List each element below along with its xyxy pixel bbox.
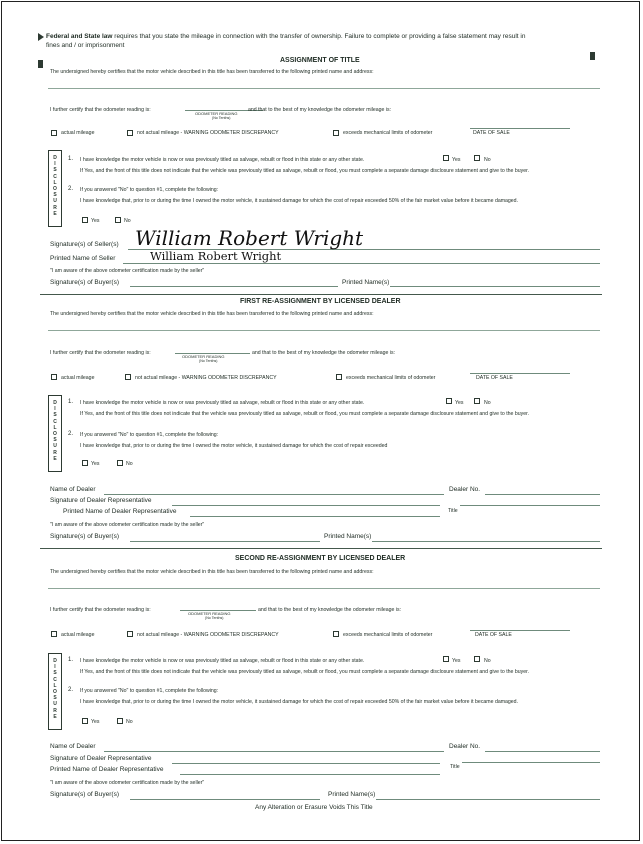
q1-no-label: No xyxy=(484,400,491,406)
buyer-signature-field[interactable] xyxy=(130,799,320,800)
question-1-text: I have knowledge the motor vehicle is now or was previously titled as salvage, rebuilt or flood in this state or any other state. xyxy=(80,658,365,664)
odometer-subcaption: (No Tenths) xyxy=(212,116,231,120)
question-number-2: 2. xyxy=(68,687,74,693)
actual-mileage-checkbox[interactable] xyxy=(51,130,57,136)
dealer-name-label: Name of Dealer xyxy=(50,486,96,493)
section-title-first: FIRST RE-ASSIGNMENT BY LICENSED DEALER xyxy=(240,298,401,305)
odometer-caption: ODOMETER READING xyxy=(182,354,225,359)
buyer-signature-label: Signature(s) of Buyer(s) xyxy=(50,279,119,286)
odometer-caption: ODOMETER READING xyxy=(195,111,238,116)
buyer-signature-label: Signature(s) of Buyer(s) xyxy=(50,533,119,540)
disclosure-sidebar: D I S C L O S U R E xyxy=(48,395,62,472)
section-divider xyxy=(40,548,602,549)
not-actual-mileage-label: not actual mileage - WARNING ODOMETER DISCREPANCY xyxy=(137,632,279,638)
disclosure-sidebar: D I S C L O S U R E xyxy=(48,150,62,227)
buyer-printed-field[interactable] xyxy=(390,286,600,287)
not-actual-mileage-checkbox[interactable] xyxy=(127,631,133,637)
buyer-printed-label: Printed Name(s) xyxy=(328,791,376,798)
q2-yes-label: Yes xyxy=(91,719,100,725)
dealer-rep-printed-field[interactable] xyxy=(180,774,440,775)
dealer-no-label: Dealer No. xyxy=(449,743,481,750)
question-2-detail: I have knowledge that, prior to or during the time I owned the motor vehicle, it sustained damage for which the cost of repair exceeded 50% of the fair market value before it became damaged. xyxy=(80,198,519,204)
legal-notice-line2: fines and / or imprisonment xyxy=(46,42,125,49)
odometer-prefix: I further certify that the odometer reading is: xyxy=(50,107,151,113)
question-2-text: If you answered "No" to question #1, complete the following: xyxy=(80,432,219,438)
question-1-text: I have knowledge the motor vehicle is now or was previously titled as salvage, rebuilt or flood in this state or any other state. xyxy=(80,400,365,406)
section-divider xyxy=(40,294,602,295)
odometer-prefix: I further certify that the odometer reading is: xyxy=(50,350,151,356)
arrow-marker-icon xyxy=(38,33,44,41)
not-actual-mileage-label: not actual mileage - WARNING ODOMETER DISCREPANCY xyxy=(137,130,279,136)
aware-statement: "I am aware of the above odometer certification made by the seller" xyxy=(50,780,205,786)
aware-statement: "I am aware of the above odometer certification made by the seller" xyxy=(50,522,205,528)
date-of-sale-field[interactable] xyxy=(470,373,570,374)
q2-no-label: No xyxy=(126,719,133,725)
dealer-rep-signature-label: Signature of Dealer Representative xyxy=(50,497,152,504)
odometer-suffix: and that to the best of my knowledge the odometer mileage is: xyxy=(252,350,396,356)
q1-no-label: No xyxy=(484,658,491,664)
q2-yes-checkbox[interactable] xyxy=(82,460,88,466)
dealer-no-label: Dealer No. xyxy=(449,486,481,493)
dealer-rep-printed-label: Printed Name of Dealer Representative xyxy=(50,766,164,773)
date-of-sale-field[interactable] xyxy=(470,128,570,129)
dealer-no-field[interactable] xyxy=(485,494,600,495)
buyer-printed-label: Printed Name(s) xyxy=(324,533,372,540)
printed-seller-label: Printed Name of Seller xyxy=(50,255,116,262)
question-2-text: If you answered "No" to question #1, complete the following: xyxy=(80,187,219,193)
certify-transfer-text: The undersigned hereby certifies that the motor vehicle described in this title has been transferred to the following printed name and address: xyxy=(50,69,374,75)
dealer-rep-title-field[interactable] xyxy=(462,762,600,763)
buyer-printed-field[interactable] xyxy=(372,541,600,542)
q1-yes-checkbox[interactable] xyxy=(446,398,452,404)
buyer-printed-label: Printed Name(s) xyxy=(342,279,390,286)
q2-no-label: No xyxy=(124,218,131,224)
aware-statement: "I am aware of the above odometer certification made by the seller" xyxy=(50,268,205,274)
odometer-prefix: I further certify that the odometer reading is: xyxy=(50,607,151,613)
section-title-assignment: ASSIGNMENT OF TITLE xyxy=(280,57,360,64)
dealer-rep-title-label: Title xyxy=(448,508,458,514)
date-of-sale-field[interactable] xyxy=(470,630,570,631)
question-2-detail: I have knowledge that, prior to or during the time I owned the motor vehicle, it sustained damage for which the cost of repair exceeded xyxy=(80,443,388,449)
dealer-no-field[interactable] xyxy=(485,751,600,752)
exceeds-limits-checkbox[interactable] xyxy=(333,631,339,637)
registration-mark-left xyxy=(38,60,43,68)
exceeds-limits-checkbox[interactable] xyxy=(333,130,339,136)
printed-seller-name: William Robert Wright xyxy=(150,249,282,263)
question-number-1: 1. xyxy=(68,399,74,405)
actual-mileage-checkbox[interactable] xyxy=(51,631,57,637)
q2-yes-checkbox[interactable] xyxy=(82,718,88,724)
dealer-rep-printed-label: Printed Name of Dealer Representative xyxy=(63,508,177,515)
q1-yes-label: Yes xyxy=(452,157,461,163)
actual-mileage-label: actual mileage xyxy=(61,130,95,136)
seller-signature: William Robert Wright xyxy=(135,226,364,250)
not-actual-mileage-label: not actual mileage - WARNING ODOMETER DISCREPANCY xyxy=(135,375,277,381)
odometer-suffix: and that to the best of my knowledge the odometer mileage is: xyxy=(258,607,402,613)
question-1-text: I have knowledge the motor vehicle is now or was previously titled as salvage, rebuilt or flood in this state or any other state. xyxy=(80,157,365,163)
q2-no-checkbox[interactable] xyxy=(117,718,123,724)
q1-yes-label: Yes xyxy=(455,400,464,406)
q2-no-checkbox[interactable] xyxy=(115,217,121,223)
dealer-rep-signature-field[interactable] xyxy=(172,505,440,506)
date-of-sale-label: DATE OF SALE xyxy=(473,130,510,136)
buyer-signature-label: Signature(s) of Buyer(s) xyxy=(50,791,119,798)
actual-mileage-label: actual mileage xyxy=(61,632,95,638)
dealer-rep-title-field[interactable] xyxy=(460,505,600,506)
question-number-1: 1. xyxy=(68,657,74,663)
q2-yes-label: Yes xyxy=(91,218,100,224)
buyer-signature-field[interactable] xyxy=(130,541,320,542)
q1-yes-label: Yes xyxy=(452,658,461,664)
disclosure-sidebar: D I S C L O S U R E xyxy=(48,653,62,730)
registration-mark-right xyxy=(590,52,595,60)
certify-transfer-text: The undersigned hereby certifies that the motor vehicle described in this title has been transferred to the following printed name and address: xyxy=(50,569,374,575)
q2-no-label: No xyxy=(126,461,133,467)
not-actual-mileage-checkbox[interactable] xyxy=(127,130,133,136)
footer-notice: Any Alteration or Erasure Voids This Title xyxy=(255,804,373,811)
printed-seller-field[interactable] xyxy=(123,263,600,264)
buyer-signature-field[interactable] xyxy=(130,286,338,287)
dealer-rep-title-label: Title xyxy=(450,764,460,770)
date-of-sale-label: DATE OF SALE xyxy=(475,632,512,638)
q1-note: If Yes, and the front of this title does not indicate that the vehicle was previously titled as salvage, rebuilt or flood, you must complete a separate damage disclosure statement and give to the buyer. xyxy=(80,669,529,675)
odometer-subcaption: (No Tenths) xyxy=(199,359,218,363)
exceeds-limits-label: exceeds mechanical limits of odometer xyxy=(343,130,433,136)
exceeds-limits-checkbox[interactable] xyxy=(336,374,342,380)
exceeds-limits-label: exceeds mechanical limits of odometer xyxy=(343,632,433,638)
q1-yes-checkbox[interactable] xyxy=(443,656,449,662)
dealer-name-field[interactable] xyxy=(104,751,444,752)
q2-no-checkbox[interactable] xyxy=(117,460,123,466)
q1-no-checkbox[interactable] xyxy=(474,656,480,662)
dealer-name-label: Name of Dealer xyxy=(50,743,96,750)
legal-notice: Federal and State law requires that you state the mileage in connection with the transfer of ownership. Failure to complete or providing a false statement may result in xyxy=(46,33,526,40)
odometer-suffix: and that to the best of my knowledge the odometer mileage is: xyxy=(248,107,392,113)
question-2-text: If you answered "No" to question #1, complete the following: xyxy=(80,688,219,694)
actual-mileage-label: actual mileage xyxy=(61,375,95,381)
question-number-1: 1. xyxy=(68,156,74,162)
buyer-printed-field[interactable] xyxy=(376,799,600,800)
certify-transfer-text: The undersigned hereby certifies that the motor vehicle described in this title has been transferred to the following printed name and address: xyxy=(50,311,374,317)
dealer-name-field[interactable] xyxy=(104,494,444,495)
actual-mileage-checkbox[interactable] xyxy=(51,374,57,380)
exceeds-limits-label: exceeds mechanical limits of odometer xyxy=(346,375,436,381)
dealer-rep-printed-field[interactable] xyxy=(190,516,440,517)
odometer-subcaption: (No Tenths) xyxy=(205,616,224,620)
q1-no-checkbox[interactable] xyxy=(474,155,480,161)
not-actual-mileage-checkbox[interactable] xyxy=(125,374,131,380)
q2-yes-checkbox[interactable] xyxy=(82,217,88,223)
dealer-rep-signature-label: Signature of Dealer Representative xyxy=(50,755,152,762)
q2-yes-label: Yes xyxy=(91,461,100,467)
question-number-2: 2. xyxy=(68,431,74,437)
q1-yes-checkbox[interactable] xyxy=(443,155,449,161)
seller-signature-label: Signature(s) of Seller(s) xyxy=(50,241,119,248)
odometer-caption: ODOMETER READING xyxy=(188,611,231,616)
question-number-2: 2. xyxy=(68,186,74,192)
section-title-second: SECOND RE-ASSIGNMENT BY LICENSED DEALER xyxy=(235,555,406,562)
q1-no-label: No xyxy=(484,157,491,163)
q1-note: If Yes, and the front of this title does not indicate that the vehicle was previously titled as salvage, rebuilt or flood, you must complete a separate damage disclosure statement and give to the buyer. xyxy=(80,168,529,174)
question-2-detail: I have knowledge that, prior to or during the time I owned the motor vehicle, it sustained damage for which the cost of repair exceeded 50% of the fair market value before it became damaged. xyxy=(80,699,519,705)
page-border xyxy=(1,1,640,841)
q1-note: If Yes, and the front of this title does not indicate that the vehicle was previously titled as salvage, rebuilt or flood, you must complete a separate damage disclosure statement and give to the buyer. xyxy=(80,411,529,417)
dealer-rep-signature-field[interactable] xyxy=(172,763,440,764)
q1-no-checkbox[interactable] xyxy=(474,398,480,404)
date-of-sale-label: DATE OF SALE xyxy=(476,375,513,381)
